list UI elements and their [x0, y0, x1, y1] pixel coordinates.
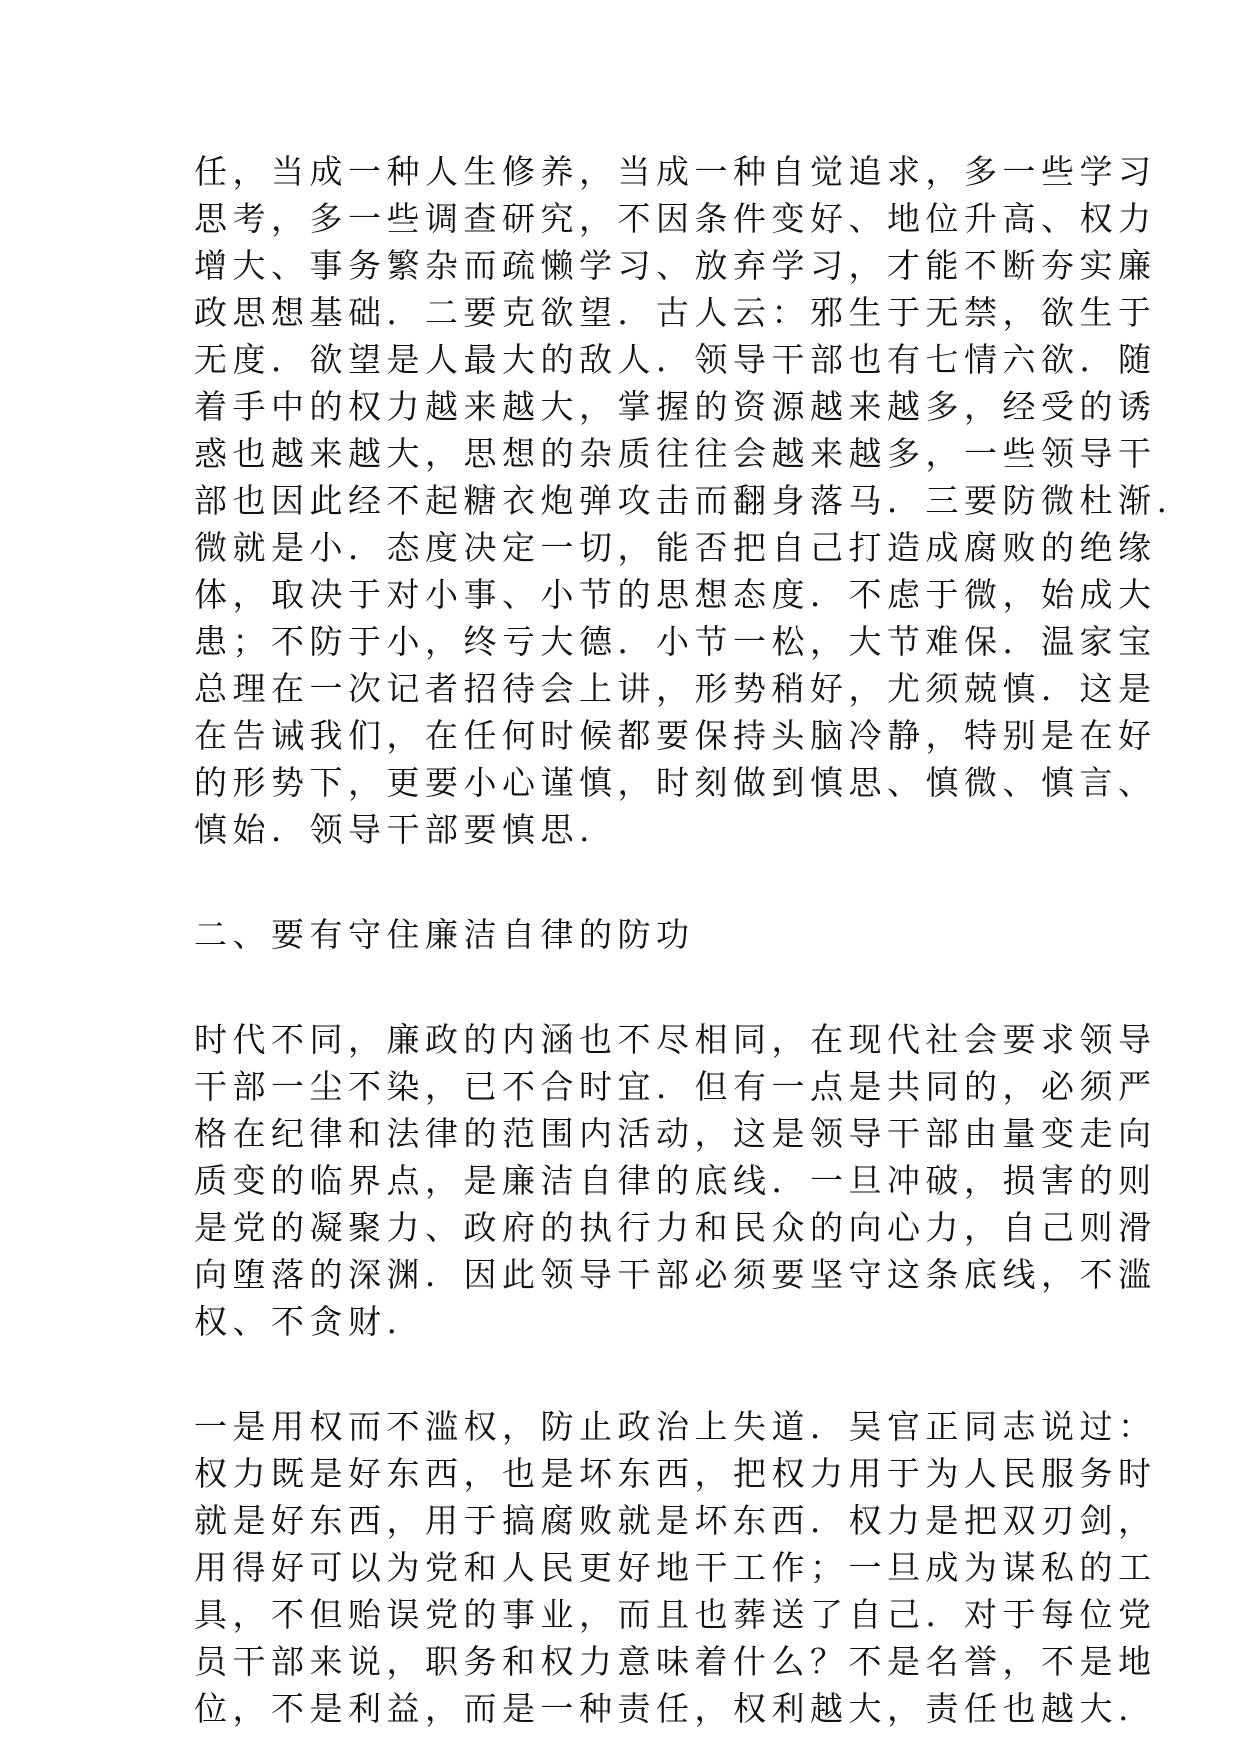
text-line: 思考，多一些调查研究，不因条件变好、地位升高、权力: [194, 199, 1157, 238]
section-heading: 二、要有守住廉洁自律的防功: [194, 915, 695, 954]
text-line: 在告诫我们，在任何时候都要保持头脑冷静，特别是在好: [194, 716, 1157, 755]
paragraph-power-use: [194, 1403, 1157, 1732]
paragraph-gap: [194, 1345, 1054, 1403]
text-line: 无度．欲望是人最大的敌人．领导干部也有七情六欲．随: [194, 340, 1157, 379]
text-line: 具，不但贻误党的事业，而且也葬送了自己．对于每位党: [194, 1595, 1157, 1634]
text-line: 任，当成一种人生修养，当成一种自觉追求，多一些学习: [194, 152, 1157, 191]
paragraph-continuation: [194, 148, 1173, 853]
text-line: 一是用权而不滥权，防止政治上失道．吴官正同志说过：: [194, 1407, 1157, 1446]
text-line: 质变的临界点，是廉洁自律的底线．一旦冲破，损害的则: [194, 1161, 1157, 1200]
text-line: 用得好可以为党和人民更好地干工作；一旦成为谋私的工: [194, 1548, 1157, 1587]
text-line: 时代不同，廉政的内涵也不尽相同，在现代社会要求领导: [194, 1020, 1157, 1059]
text-line: 微就是小．态度决定一切，能否把自己打造成腐败的绝缘: [194, 528, 1157, 567]
text-line: 员干部来说，职务和权力意味着什么？不是名誉，不是地: [194, 1642, 1157, 1681]
document-body: [194, 148, 1173, 1732]
text-line: 的形势下，更要小心谨慎，时刻做到慎思、慎微、慎言、: [194, 763, 1157, 802]
text-line: 体，取决于对小事、小节的思想态度．不虑于微，始成大: [194, 575, 1157, 614]
text-line: 是党的凝聚力、政府的执行力和民众的向心力，自己则滑: [194, 1208, 1157, 1247]
text-line: 就是好东西，用于搞腐败就是坏东西．权力是把双刃剑，: [194, 1501, 1157, 1540]
text-line: 向堕落的深渊．因此领导干部必须要坚守这条底线，不滥: [194, 1255, 1157, 1294]
paragraph-bottom-line: [194, 1016, 1157, 1345]
text-line: 干部一尘不染，已不合时宜．但有一点是共同的，必须严: [194, 1067, 1157, 1106]
text-line: 位，不是利益，而是一种责任，权利越大，责任也越大.: [194, 1689, 1134, 1728]
paragraph-gap: [194, 958, 1054, 1016]
text-line: 权、不贪财.: [194, 1302, 403, 1341]
text-line: 着手中的权力越来越大，掌握的资源越来越多，经受的诱: [194, 387, 1157, 426]
text-line: 格在纪律和法律的范围内活动，这是领导干部由量变走向: [194, 1114, 1157, 1153]
text-line: 慎始．领导干部要慎思.: [194, 810, 595, 849]
text-line: 增大、事务繁杂而疏懒学习、放弃学习，才能不断夯实廉: [194, 246, 1157, 285]
text-line: 部也因此经不起糖衣炮弹攻击而翻身落马．三要防微杜渐.: [194, 481, 1173, 520]
text-line: 患；不防于小，终亏大德．小节一松，大节难保．温家宝: [194, 622, 1157, 661]
paragraph-gap: [194, 853, 1054, 911]
text-line: 权力既是好东西，也是坏东西，把权力用于为人民服务时: [194, 1454, 1157, 1493]
text-line: 惑也越来越大，思想的杂质往往会越来越多，一些领导干: [194, 434, 1157, 473]
text-line: 政思想基础．二要克欲望．古人云：邪生于无禁，欲生于: [194, 293, 1157, 332]
text-line: 总理在一次记者招待会上讲，形势稍好，尤须兢慎．这是: [194, 669, 1157, 708]
